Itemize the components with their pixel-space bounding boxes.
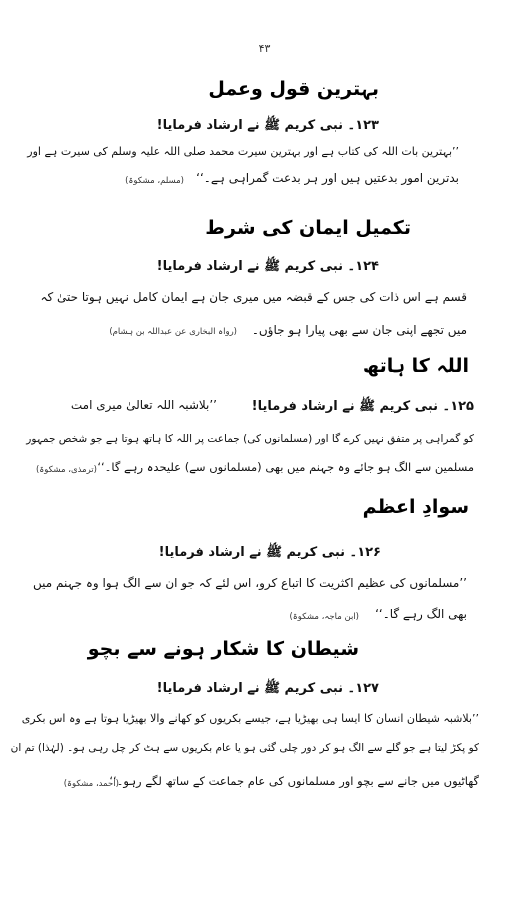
hadith-line: کو گمراہی پر متفق نہیں کرے گا اور (مسلمانوں کی) جماعت پر اللہ کا ہاتھ ہوتا ہے جو شخص جمہور (26, 433, 474, 445)
hadith-reference: (مسلم، مشکوۃ) (125, 176, 184, 186)
hadith-line: بھی الگ رہے گا۔‘‘ (375, 607, 467, 621)
section-heading: سوادِ اعظم (362, 496, 469, 518)
section-heading: اللہ کا ہاتھ (362, 355, 469, 377)
page-number: ۴۳ (258, 42, 271, 55)
section-heading: بہترین قول وعمل (208, 78, 379, 100)
section-heading: شیطان کا شکار ہونے سے بچو (87, 638, 359, 660)
section-heading: تکمیل ایمان کی شرط (205, 217, 411, 239)
hadith-intro: ۱۲۴۔ نبی کریم ﷺ نے ارشاد فرمایا! (156, 259, 379, 274)
hadith-line: ’’بلاشبہ اللہ تعالیٰ میری امت (70, 398, 217, 412)
hadith-line: ’’بہترین بات اللہ کی کتاب ہے اور بہترین سیرت محمد صلی اللہ علیہ وسلم کی سیرت ہے اور (27, 145, 459, 158)
hadith-line: مسلمین سے الگ ہو جائے وہ جہنم میں بھی (مسلمانوں سے) علیحدہ رہے گا۔‘‘ (97, 460, 474, 474)
hadith-intro: ۱۲۳۔ نبی کریم ﷺ نے ارشاد فرمایا! (156, 118, 379, 133)
hadith-intro: ۱۲۵۔ نبی کریم ﷺ نے ارشاد فرمایا! (251, 399, 474, 414)
hadith-line: قسم ہے اس ذات کی جس کے قبضہ میں میری جان ہے ایمان کامل نہیں ہوتا حتیٰ کہ (40, 290, 467, 304)
hadith-line: بدترین امور بدعتیں ہیں اور ہر بدعت گمراہی ہے۔‘‘ (196, 171, 459, 185)
hadith-reference: (احمد، مشکوۃ) (63, 779, 119, 789)
hadith-line: کو پکڑ لیتا ہے جو گلے سے الگ ہو کر دور چلی گئی ہو یا عام بکریوں سے ہٹ کر چل رہی ہو۔ (لہٰذا) تم ان (10, 742, 479, 754)
hadith-line: میں تجھے اپنی جان سے بھی پیارا ہو جاؤں۔ (251, 323, 467, 337)
hadith-intro: ۱۲۶۔ نبی کریم ﷺ نے ارشاد فرمایا! (158, 545, 381, 560)
hadith-reference: (رواہ البخاری عن عبداللہ بن ہشام) (109, 327, 237, 337)
hadith-reference: (ترمذی، مشکوۃ) (35, 465, 97, 475)
hadith-line: ’’بلاشبہ شیطان انسان کا ایسا ہی بھیڑیا ہے، جیسے بکریوں کو کھانے والا بھیڑیا ہوتا ہے وہ اس بکری (21, 712, 479, 725)
hadith-reference: (ابن ماجہ، مشکوۃ) (289, 612, 359, 622)
hadith-intro: ۱۲۷۔ نبی کریم ﷺ نے ارشاد فرمایا! (156, 681, 379, 696)
hadith-line: ’’مسلمانوں کی عظیم اکثریت کا اتباع کرو، اس لئے کہ جو ان سے الگ ہوا وہ جہنم میں (33, 576, 467, 590)
hadith-line: گھاٹیوں میں جانے سے بچو اور مسلمانوں کی عام جماعت کے ساتھ لگے رہو۔‘‘ (109, 774, 479, 788)
